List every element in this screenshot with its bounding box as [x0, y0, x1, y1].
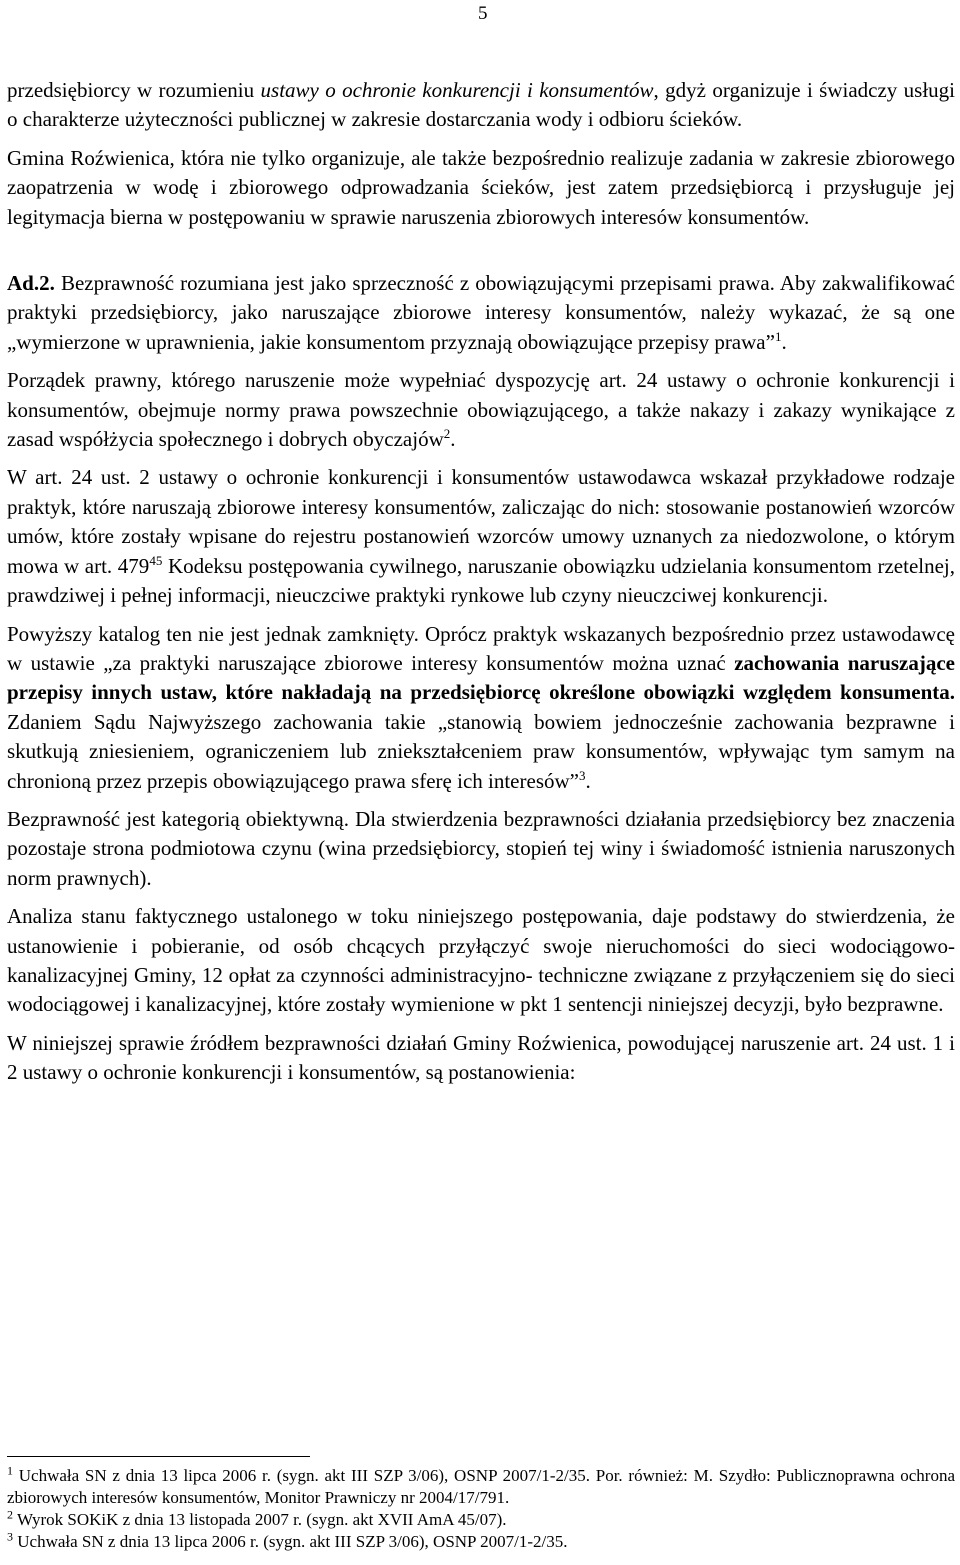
footnote-1: [7, 1465, 955, 1509]
article-superscript: 45: [149, 552, 163, 568]
page-number: 5: [478, 3, 488, 24]
paragraph-6-end: .: [585, 768, 591, 793]
paragraph-1: [7, 76, 955, 135]
footnote-ref-1: 1: [774, 328, 782, 344]
paragraph-3-text: Bezprawność rozumiana jest jako sprzeczność z obowiązującymi przepisami prawa. Aby zakwalifikować praktyki przedsiębiorcy, jako naruszające zbiorowe interesy konsumentów, należy wykazać, że są one „wymierzone w uprawnienia, jakie konsumentom przyznają obowiązujące przepisy prawa”: [7, 271, 955, 354]
body-text: [7, 76, 955, 1088]
paragraph-4: [7, 366, 955, 454]
footnote-ref-3: 3: [578, 767, 586, 783]
paragraph-5-text-a: W art. 24 ust. 2 ustawy o ochronie konkurencji i konsumentów ustawodawca wskazał przykładowe rodzaje praktyk, które naruszają zbiorowe interesy konsumentów, zaliczając do nich: stosowanie postanowień wzorców umów, które zostały wpisane do rejestru postanowień wzorców umowy uznanych za niedozwolone, o którym mowa w art. 479: [7, 465, 955, 578]
footnote-text: Uchwała SN z dnia 13 lipca 2006 r. (sygn. akt III SZP 3/06), OSNP 2007/1-2/35. Por. również: M. Szydło: Publicznoprawna ochrona zbiorowych interesów konsumentów, Monitor Prawniczy nr 2004/17/791.: [7, 1466, 955, 1507]
paragraph-2: Gmina Roźwienica, która nie tylko organizuje, ale także bezpośrednio realizuje zadania w zakresie zbiorowego zaopatrzenia w wodę i zbiorowego odprowadzania ścieków, jest zatem przedsiębiorcą i przysługuje jej legitymacja bierna w postępowaniu w sprawie naruszenia zbiorowych interesów konsumentów.: [7, 145, 955, 229]
paragraph-4-text: Porządek prawny, którego naruszenie może wypełniać dyspozycję art. 24 ustawy o ochronie konkurencji i konsumentów, obejmuje normy prawa powszechnie obowiązującego, a także nakazy i zakazy wynikające z zasad współżycia społecznego i dobrych obyczajów: [7, 368, 955, 452]
paragraph-5: [7, 463, 955, 610]
section-label: Ad.2.: [7, 271, 55, 296]
footnote-divider: [7, 1456, 310, 1457]
footnote-ref-2: 2: [443, 426, 451, 442]
footnote-2: [7, 1509, 955, 1531]
paragraph-6-bold: zachowania naruszające przepisy innych ustaw, które nakładają na przedsiębiorcę określone obowiązki względem konsumenta.: [7, 650, 956, 705]
paragraph-8: Analiza stanu faktycznego ustalonego w toku niniejszego postępowania, daje podstawy do stwierdzenia, że ustanowienie i pobieranie, od osób chcących przyłączyć swoje nieruchomości do sieci wodociągowo-kanalizacyjnej Gminy, 12 opłat za czynności administracyjno- techniczne związane z przyłączeniem się do sieci wodociągowej i kanalizacyjnej, które zostały wymienione w pkt 1 sentencji niniejszej decyzji, było bezprawne.: [7, 904, 955, 1017]
paragraph-3-end: .: [781, 329, 787, 354]
paragraph-9: W niniejszej sprawie źródłem bezprawności działań Gminy Roźwienica, powodującej naruszenie art. 24 ust. 1 i 2 ustawy o ochronie konkurencji i konsumentów, są postanowienia:: [7, 1030, 955, 1085]
paragraph-4-end: .: [450, 427, 456, 452]
paragraph-7: Bezprawność jest kategorią obiektywną. Dla stwierdzenia bezprawności działania przedsiębiorcy bez znaczenia pozostaje strona podmiotowa czynu (wina przedsiębiorcy, stopień tej winy i świadomość istnienia naruszonych norm prawnych).: [7, 806, 955, 890]
paragraph-1-text-a: przedsiębiorcy w rozumieniu: [7, 78, 261, 102]
footnotes: [7, 1456, 955, 1553]
paragraph-6-text-a: Powyższy katalog ten nie jest jednak zamknięty. Oprócz praktyk wskazanych bezpośrednio przez ustawodawcę w ustawie „za praktyki naruszające zbiorowe interesy konsumentów można uznać: [7, 621, 955, 675]
footnote-text: Wyrok SOKiK z dnia 13 listopada 2007 r. (sygn. akt XVII AmA 45/07).: [13, 1510, 507, 1529]
paragraph-6-text-b: Zdaniem Sądu Najwyższego zachowania takie „stanowią bowiem jednocześnie zachowania bezprawne i skutkują zniesieniem, ograniczeniem lub zniekształceniem praw konsumentów, wpływając tym samym na chronioną przez przepis obowiązującego prawa sferę ich interesów”: [7, 709, 955, 793]
paragraph-5-text-b: Kodeksu postępowania cywilnego, naruszanie obowiązku udzielania konsumentom rzetelnej, prawdziwej i pełnej informacji, nieuczciwe praktyki rynkowe lub czyny nieuczciwej konkurencji.: [7, 553, 956, 608]
footnote-number: 3: [7, 1529, 13, 1544]
footnote-text: Uchwała SN z dnia 13 lipca 2006 r. (sygn. akt III SZP 3/06), OSNP 2007/1-2/35.: [13, 1532, 568, 1551]
paragraph-6: [7, 620, 955, 796]
act-title-italic: ustawy o ochronie konkurencji i konsumentów: [260, 78, 654, 102]
paragraph-1-text-c: , gdyż organizuje i świadczy usługi o charakterze użyteczności publicznej w zakresie dostarczania wody i odbioru ścieków.: [7, 78, 955, 132]
footnote-number: 2: [7, 1507, 13, 1522]
footnote-number: 1: [7, 1463, 13, 1478]
paragraph-3: [7, 269, 955, 357]
footnote-3: [7, 1531, 955, 1553]
